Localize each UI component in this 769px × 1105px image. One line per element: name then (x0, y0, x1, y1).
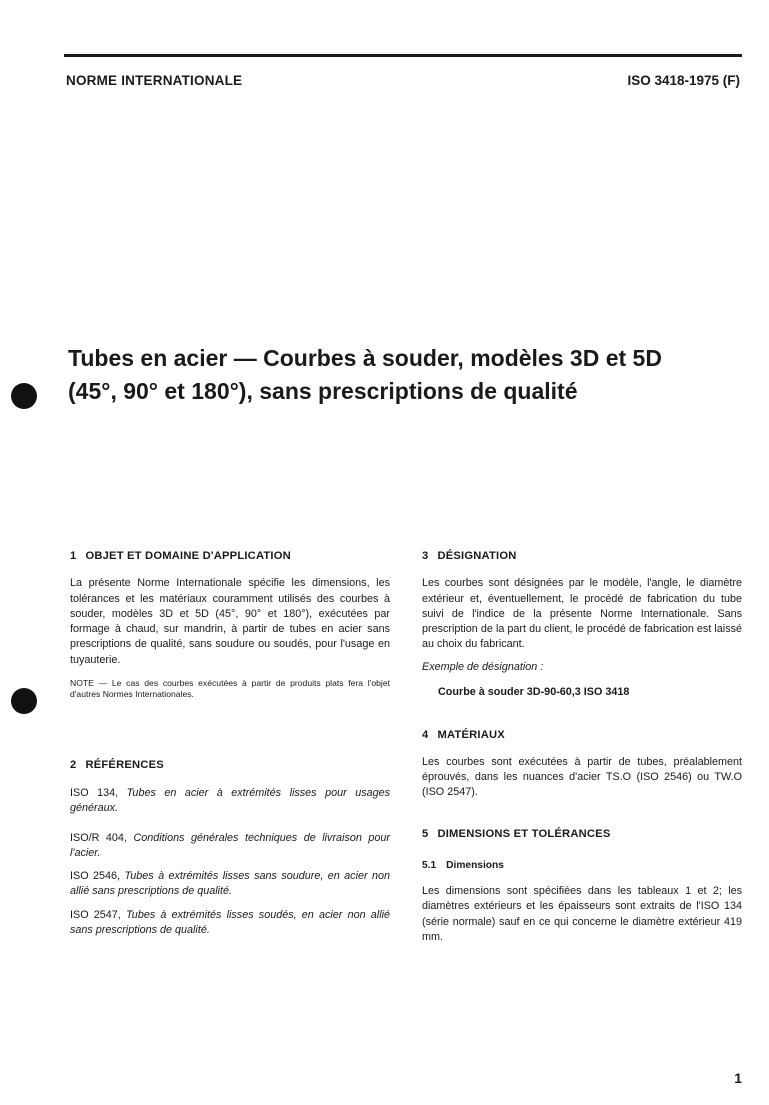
header-rule (64, 54, 742, 57)
section-number: 2 (70, 758, 77, 771)
page-number: 1 (734, 1070, 742, 1086)
section-body: La présente Norme Internationale spécifie les dimensions, les tolérances et les matériaux couramment utilisés des courbes à souder, modèles 3D et 5D (45°, 90° et 180°), exécutées par formage à chaud, sur mandrin, à partir de tubes en acier sans prescriptions de qualité, sans soudure ou soudés, pour l'usage en tuyauterie. (70, 577, 390, 666)
section-body: Les dimensions sont spécifiées dans les tableaux 1 et 2; les diamètres extérieurs et les épaisseurs sont extraits de l'ISO 134 (série normale) sauf en ce qui concerne le diamètre extérieur 419 mm. (422, 885, 742, 944)
section-number: 5 (422, 827, 429, 840)
section-note: NOTE — Le cas des courbes exécutées à partir de produits plats fera l'objet d'autres Normes Internationales. (70, 678, 390, 700)
standard-reference: ISO 3418-1975 (F) (627, 73, 740, 88)
reference-code: ISO/R 404, (70, 831, 127, 844)
reference-code: ISO 2547, (70, 908, 121, 921)
subsection-number: 5.1 (422, 859, 437, 871)
section-body: Les courbes sont exécutées à partir de tubes, préalablement éprouvés, dans les nuances d'acier TS.O (ISO 2546) ou TW.O (ISO 2547). (422, 755, 742, 799)
section-number: 3 (422, 550, 429, 562)
document-type-label: NORME INTERNATIONALE (66, 73, 243, 88)
section-title: MATÉRIAUX (437, 729, 505, 742)
section-number: 4 (422, 729, 429, 742)
section-title: RÉFÉRENCES (85, 758, 164, 771)
section-number: 1 (70, 550, 77, 562)
reference-code: ISO 134, (70, 786, 119, 799)
section-heading (422, 549, 742, 564)
reference-title: Tubes en acier à extrémités lisses pour usages généraux. (70, 786, 391, 815)
section-heading (422, 827, 742, 842)
reference-title: Tubes à extrémités lisses soudés, en acier non allié sans prescriptions de qualité. (70, 908, 391, 937)
reference-item (70, 786, 390, 817)
document-title (68, 342, 728, 408)
right-column (422, 549, 742, 945)
subsection-title: Dimensions (446, 859, 504, 871)
binder-hole (11, 688, 37, 714)
example-designation: Courbe à souder 3D-90-60,3 ISO 3418 (438, 686, 630, 699)
reference-item (70, 908, 390, 939)
section-heading (70, 758, 390, 773)
section-title: DÉSIGNATION (437, 550, 517, 562)
section-title: OBJET ET DOMAINE D'APPLICATION (85, 550, 291, 562)
title-line: (45°, 90° et 180°), sans prescriptions de qualité (68, 378, 578, 404)
example-label: Exemple de désignation : (422, 660, 544, 673)
reference-item (70, 831, 390, 862)
section-heading (70, 549, 390, 564)
reference-code: ISO 2546, (70, 870, 121, 883)
reference-item (70, 869, 390, 900)
section-heading (422, 728, 742, 743)
reference-title: Tubes à extrémités lisses sans soudure, en acier non allié sans prescriptions de qualité. (70, 870, 390, 898)
reference-title: Conditions générales techniques de livraison pour l'acier. (70, 831, 390, 859)
section-body: Les courbes sont désignées par le modèle, l'angle, le diamètre extérieur et, éventuellement, le procédé de fabrication du tube suivi de l'indice de la présente Norme Internationale. Sans prescription de la part du client, le procédé de fabrication est laissé au choix du fabricant. (422, 577, 742, 651)
binder-hole (11, 383, 37, 409)
left-column (70, 549, 390, 938)
subsection-heading (422, 858, 742, 873)
section-title: DIMENSIONS ET TOLÉRANCES (437, 827, 611, 840)
title-line: Tubes en acier — Courbes à souder, modèles 3D et 5D (68, 345, 662, 371)
